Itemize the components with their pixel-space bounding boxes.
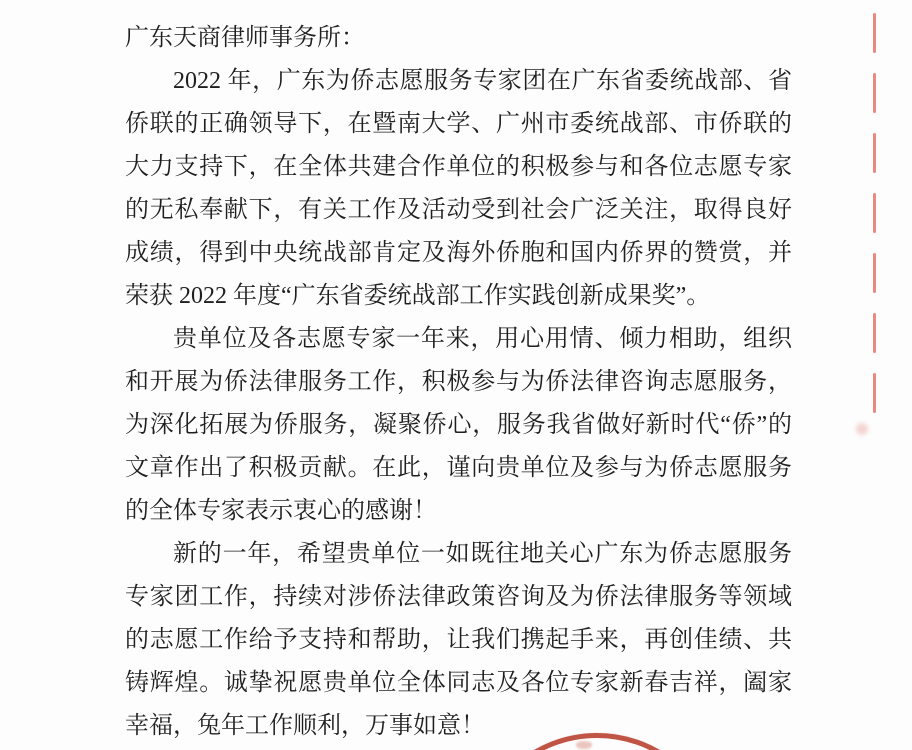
letter-paragraph-3: 新的一年，希望贵单位一如既往地关心广东为侨志愿服务专家团工作，持续对涉侨法律政策咨询及为侨法律服务等领域的志愿工作给予支持和帮助，让我们携起手来，再创佳绩、共铸辉煌。诚挚祝愿贵单位全体同志及各位专家新春吉祥，阖家幸福，兔年工作顺利，万事如意！ — [125, 541, 792, 739]
faint-red-smudge — [856, 423, 868, 435]
seal-inner-mark — [576, 741, 592, 749]
red-dash-mark — [873, 73, 876, 113]
red-dash-mark — [873, 13, 876, 53]
red-dash-mark — [873, 133, 876, 173]
letter-salutation: 广东天商律师事务所： — [125, 25, 365, 51]
red-dash-mark — [873, 193, 876, 233]
red-dash-mark — [873, 313, 876, 353]
letter-paragraph-2: 贵单位及各志愿专家一年来，用心用情、倾力相助，组织和开展为侨法律服务工作，积极参与为侨法律咨询志愿服务，为深化拓展为侨服务，凝聚侨心，服务我省做好新时代“侨”的文章作出了积极贡献。在此，谨向贵单位及参与为侨志愿服务的全体专家表示衷心的感谢！ — [125, 326, 792, 524]
red-dash-mark — [873, 373, 876, 413]
red-dash-mark — [873, 253, 876, 293]
right-edge-red-dashes — [873, 0, 877, 450]
letter-body — [125, 17, 792, 748]
letter-paragraph-1: 2022 年，广东为侨志愿服务专家团在广东省委统战部、省侨联的正确领导下，在暨南大学、广州市委统战部、市侨联的大力支持下，在全体共建合作单位的积极参与和各位志愿专家的无私奉献下，有关工作及活动受到社会广泛关注，取得良好成绩，得到中央统战部肯定及海外侨胞和国内侨界的赞赏，并荣获 2022 年度“广东省委统战部工作实践创新成果奖”。 — [125, 68, 792, 309]
